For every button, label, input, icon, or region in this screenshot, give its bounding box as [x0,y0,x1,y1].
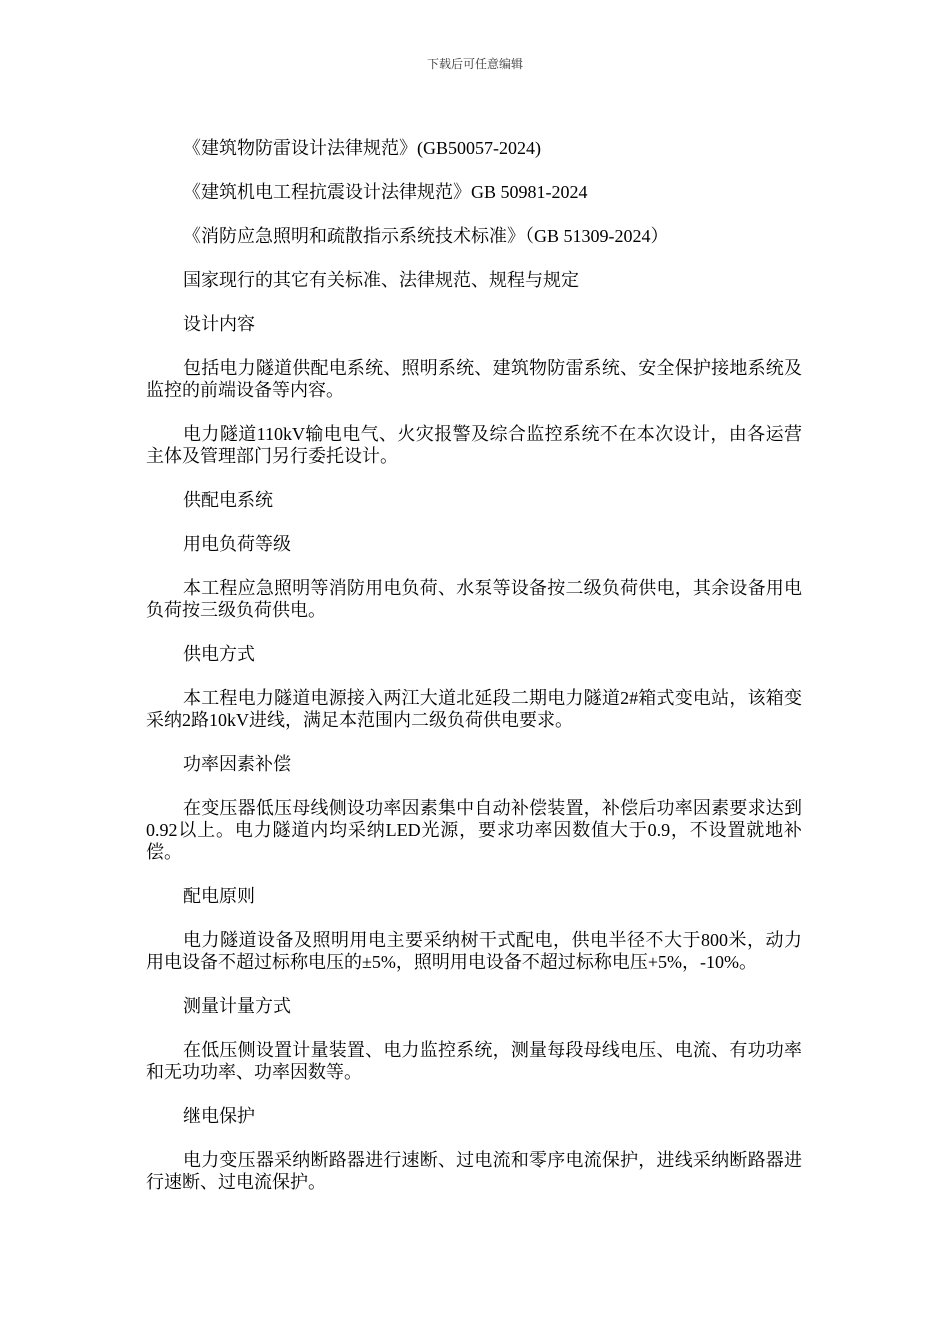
paragraph-load-class: 本工程应急照明等消防用电负荷、水泵等设备按二级负荷供电，其余设备用电负荷按三级负荷供电。 [146,578,802,620]
document-body [146,137,802,1215]
paragraph-metering: 在低压侧设置计量装置、电力监控系统，测量每段母线电压、电流、有功功率和无功功率、功率因数等。 [146,1040,802,1082]
paragraph-relay-protection: 电力变压器采纳断路器进行速断、过电流和零序电流保护，进线采纳断路器进行速断、过电流保护。 [146,1150,802,1192]
paragraph-design-scope: 包括电力隧道供配电系统、照明系统、建筑物防雷系统、安全保护接地系统及监控的前端设备等内容。 [146,358,802,400]
paragraph-excluded-scope: 电力隧道110kV输电电气、火灾报警及综合监控系统不在本次设计，由各运营主体及管理部门另行委托设计。 [146,424,802,466]
heading-power-factor: 功率因素补偿 [183,754,291,774]
heading-relay-protection: 继电保护 [183,1106,255,1126]
heading-distribution-principle: 配电原则 [183,886,255,906]
heading-supply-method: 供电方式 [183,644,255,664]
paragraph-standard-lightning: 《建筑物防雷设计法律规范》(GB50057-2024) [183,138,541,158]
heading-design-content: 设计内容 [183,314,255,334]
paragraph-other-standards: 国家现行的其它有关标准、法律规范、规程与规定 [183,270,579,290]
paragraph-power-factor: 在变压器低压母线侧设功率因素集中自动补偿装置，补偿后功率因素要求达到0.92以上。电力隧道内均采纳LED光源，要求功率因数值大于0.9，不设置就地补偿。 [146,798,802,862]
page-header: 下载后可任意编辑 [426,57,523,71]
paragraph-distribution-principle: 电力隧道设备及照明用电主要采纳树干式配电，供电半径不大于800米，动力用电设备不超过标称电压的±5%，照明用电设备不超过标称电压+5%，-10%。 [146,930,802,972]
paragraph-standard-seismic: 《建筑机电工程抗震设计法律规范》GB 50981-2024 [183,182,588,202]
paragraph-supply-method: 本工程电力隧道电源接入两江大道北延段二期电力隧道2#箱式变电站，该箱变采纳2路10kV进线，满足本范围内二级负荷供电要求。 [146,688,802,730]
paragraph-standard-emergency-lighting: 《消防应急照明和疏散指示系统技术标准》（GB 51309-2024） [183,226,669,246]
heading-metering: 测量计量方式 [183,996,291,1016]
heading-power-distribution: 供配电系统 [183,490,273,510]
heading-load-class: 用电负荷等级 [183,534,291,554]
